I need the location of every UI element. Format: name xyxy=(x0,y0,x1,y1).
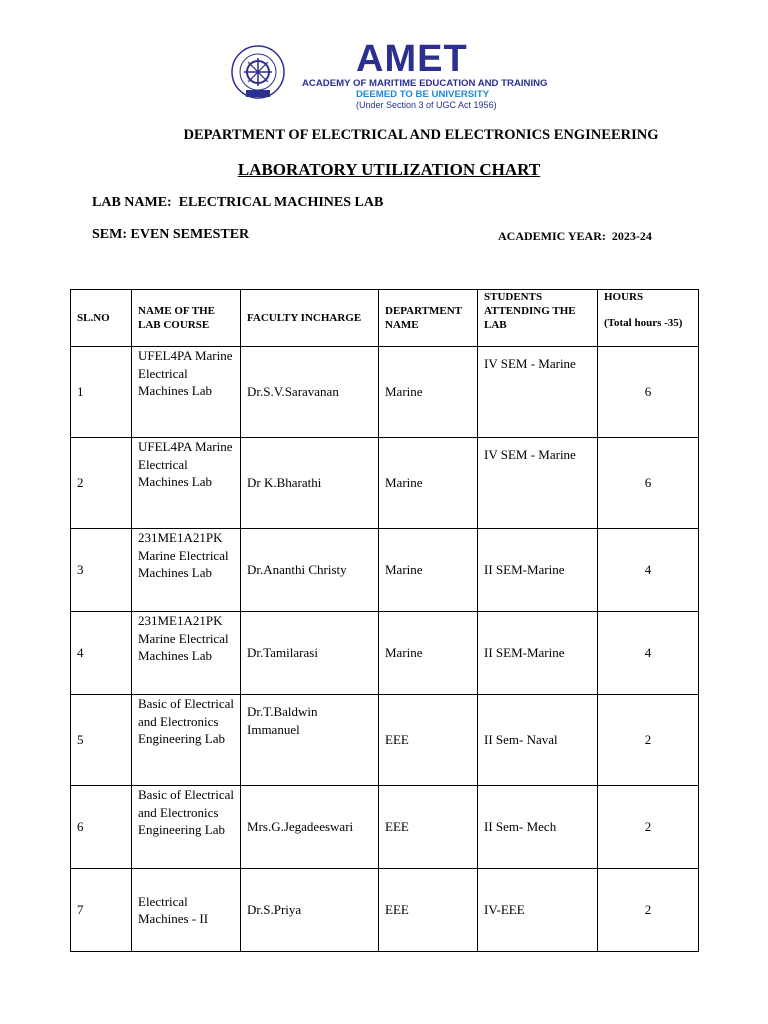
cell-faculty: Dr.Ananthi Christy xyxy=(241,529,379,612)
cell-students: II SEM-Marine xyxy=(478,529,598,612)
cell-hours: 6 xyxy=(598,347,699,438)
header-slno: SL.NO xyxy=(71,290,132,347)
table-header-row xyxy=(71,290,699,347)
lab-name: LAB NAME: ELECTRICAL MACHINES LAB xyxy=(92,195,384,210)
cell-faculty: Dr.T.Baldwin Immanuel xyxy=(241,695,379,786)
cell-faculty: Dr.S.Priya xyxy=(241,869,379,952)
header-department: DEPARTMENT NAME xyxy=(379,290,478,347)
cell-students: II Sem- Mech xyxy=(478,786,598,869)
table-row xyxy=(71,869,699,952)
cell-department: Marine xyxy=(379,438,478,529)
table-row xyxy=(71,786,699,869)
cell-faculty: Dr.S.V.Saravanan xyxy=(241,347,379,438)
academic-year: ACADEMIC YEAR: 2023-24 xyxy=(498,229,652,243)
cell-slno: 5 xyxy=(71,695,132,786)
cell-students: II Sem- Naval xyxy=(478,695,598,786)
header-course: NAME OF THE LAB COURSE xyxy=(132,290,241,347)
table-row xyxy=(71,612,699,695)
cell-course: Basic of Electrical and Electronics Engineering Lab xyxy=(132,786,241,869)
cell-slno: 2 xyxy=(71,438,132,529)
cell-hours: 6 xyxy=(598,438,699,529)
cell-course: Basic of Electrical and Electronics Engineering Lab xyxy=(132,695,241,786)
cell-hours: 2 xyxy=(598,869,699,952)
header-students: STUDENTS ATTENDING THE LAB xyxy=(478,290,598,347)
cell-hours: 2 xyxy=(598,786,699,869)
table-row xyxy=(71,529,699,612)
cell-hours: 2 xyxy=(598,695,699,786)
cell-slno: 3 xyxy=(71,529,132,612)
brand-title: AMET xyxy=(356,38,468,80)
cell-department: Marine xyxy=(379,347,478,438)
cell-department: EEE xyxy=(379,869,478,952)
table-row xyxy=(71,438,699,529)
cell-faculty: Dr K.Bharathi xyxy=(241,438,379,529)
cell-course: 231ME1A21PK Marine Electrical Machines Lab xyxy=(132,529,241,612)
utilization-table xyxy=(70,289,699,952)
cell-department: Marine xyxy=(379,612,478,695)
cell-slno: 1 xyxy=(71,347,132,438)
cell-course: Electrical Machines - II xyxy=(132,869,241,952)
cell-faculty: Dr.Tamilarasi xyxy=(241,612,379,695)
cell-department: EEE xyxy=(379,786,478,869)
header-hours-total: (Total hours -35) xyxy=(604,317,683,329)
brand-section: (Under Section 3 of UGC Act 1956) xyxy=(356,100,497,110)
table-row xyxy=(71,695,699,786)
cell-department: EEE xyxy=(379,695,478,786)
cell-students: IV-EEE xyxy=(478,869,598,952)
brand-status: DEEMED TO BE UNIVERSITY xyxy=(356,89,490,100)
cell-students: IV SEM - Marine xyxy=(478,347,598,438)
cell-course: UFEL4PA Marine Electrical Machines Lab xyxy=(132,347,241,438)
header-faculty: FACULTY INCHARGE xyxy=(241,290,379,347)
cell-slno: 4 xyxy=(71,612,132,695)
cell-slno: 6 xyxy=(71,786,132,869)
cell-course: 231ME1A21PK Marine Electrical Machines Lab xyxy=(132,612,241,695)
page-title: LABORATORY UTILIZATION CHART xyxy=(237,160,541,179)
amet-logo xyxy=(228,38,568,112)
cell-hours: 4 xyxy=(598,612,699,695)
semester: SEM: EVEN SEMESTER xyxy=(92,227,250,242)
header-hours-label: HOURS xyxy=(604,291,644,303)
cell-faculty: Mrs.G.Jegadeeswari xyxy=(241,786,379,869)
cell-hours: 4 xyxy=(598,529,699,612)
header-hours xyxy=(598,290,699,347)
department-heading: DEPARTMENT OF ELECTRICAL AND ELECTRONICS ENGINEERING xyxy=(183,127,659,143)
cell-students: IV SEM - Marine xyxy=(478,438,598,529)
cell-department: Marine xyxy=(379,529,478,612)
cell-course: UFEL4PA Marine Electrical Machines Lab xyxy=(132,438,241,529)
brand-full-name: ACADEMY OF MARITIME EDUCATION AND TRAINING xyxy=(302,78,548,89)
table-row xyxy=(71,347,699,438)
amet-seal-icon xyxy=(228,44,288,104)
cell-students: II SEM-Marine xyxy=(478,612,598,695)
cell-slno: 7 xyxy=(71,869,132,952)
